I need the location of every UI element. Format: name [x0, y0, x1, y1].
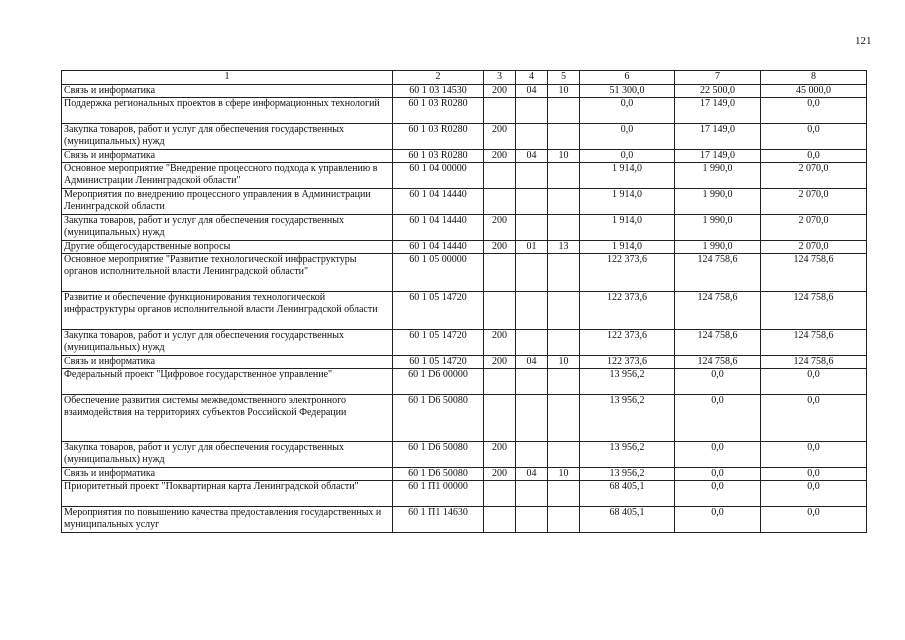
table-row — [62, 163, 867, 189]
row-expense-type-cell: 200 — [484, 442, 516, 468]
row-amount-col7-cell: 0,0 — [675, 468, 761, 481]
row-amount-col6-cell: 13 956,2 — [580, 442, 675, 468]
budget-table — [61, 70, 867, 533]
row-amount-col6-cell: 13 956,2 — [580, 369, 675, 395]
row-code-cell: 60 1 D6 50080 — [393, 468, 484, 481]
table-row — [62, 241, 867, 254]
row-amount-col7-cell: 1 990,0 — [675, 189, 761, 215]
table-row — [62, 150, 867, 163]
row-amount-col8-cell: 124 758,6 — [761, 356, 867, 369]
row-subsection-cell — [548, 215, 580, 241]
row-expense-type-cell: 200 — [484, 356, 516, 369]
header-cell: 2 — [393, 71, 484, 85]
table-row — [62, 124, 867, 150]
row-amount-col8-cell: 0,0 — [761, 369, 867, 395]
row-amount-col6-cell: 122 373,6 — [580, 356, 675, 369]
row-code-cell: 60 1 П1 00000 — [393, 481, 484, 507]
row-amount-col6-cell: 51 300,0 — [580, 85, 675, 98]
row-name-cell: Поддержка региональных проектов в сфере информационных технологий — [62, 98, 393, 124]
table-row — [62, 468, 867, 481]
row-amount-col7-cell: 1 990,0 — [675, 215, 761, 241]
row-section-cell — [516, 254, 548, 292]
row-section-cell — [516, 481, 548, 507]
row-expense-type-cell: 200 — [484, 468, 516, 481]
row-amount-col8-cell: 0,0 — [761, 150, 867, 163]
row-subsection-cell — [548, 254, 580, 292]
row-amount-col8-cell: 0,0 — [761, 468, 867, 481]
row-subsection-cell — [548, 507, 580, 533]
row-expense-type-cell — [484, 254, 516, 292]
row-expense-type-cell: 200 — [484, 124, 516, 150]
header-cell: 3 — [484, 71, 516, 85]
row-name-cell: Другие общегосударственные вопросы — [62, 241, 393, 254]
row-amount-col8-cell: 0,0 — [761, 124, 867, 150]
row-code-cell: 60 1 04 14440 — [393, 215, 484, 241]
row-subsection-cell — [548, 124, 580, 150]
header-cell: 5 — [548, 71, 580, 85]
row-amount-col7-cell: 1 990,0 — [675, 241, 761, 254]
row-name-cell: Связь и информатика — [62, 85, 393, 98]
row-amount-col8-cell: 124 758,6 — [761, 292, 867, 330]
table-row — [62, 98, 867, 124]
row-amount-col6-cell: 1 914,0 — [580, 241, 675, 254]
row-subsection-cell: 10 — [548, 468, 580, 481]
row-section-cell — [516, 369, 548, 395]
row-name-cell: Закупка товаров, работ и услуг для обеспечения государственных (муниципальных) нужд — [62, 442, 393, 468]
table-row — [62, 330, 867, 356]
row-amount-col8-cell: 0,0 — [761, 481, 867, 507]
row-amount-col6-cell: 1 914,0 — [580, 163, 675, 189]
row-amount-col8-cell: 2 070,0 — [761, 241, 867, 254]
row-amount-col7-cell: 0,0 — [675, 442, 761, 468]
row-subsection-cell: 10 — [548, 150, 580, 163]
row-amount-col8-cell: 2 070,0 — [761, 189, 867, 215]
row-subsection-cell: 10 — [548, 356, 580, 369]
row-code-cell: 60 1 05 00000 — [393, 254, 484, 292]
row-section-cell: 04 — [516, 85, 548, 98]
row-amount-col6-cell: 0,0 — [580, 150, 675, 163]
row-code-cell: 60 1 04 00000 — [393, 163, 484, 189]
table-row — [62, 395, 867, 442]
row-amount-col8-cell: 0,0 — [761, 507, 867, 533]
row-expense-type-cell — [484, 395, 516, 442]
row-expense-type-cell — [484, 292, 516, 330]
table-row — [62, 215, 867, 241]
row-name-cell: Приоритетный проект "Поквартирная карта Ленинградской области" — [62, 481, 393, 507]
table-row — [62, 481, 867, 507]
table-row — [62, 292, 867, 330]
row-expense-type-cell — [484, 163, 516, 189]
row-amount-col6-cell: 0,0 — [580, 98, 675, 124]
row-section-cell — [516, 507, 548, 533]
page-number: 121 — [855, 35, 872, 47]
row-section-cell: 04 — [516, 356, 548, 369]
row-name-cell: Основное мероприятие "Внедрение процессного подхода к управлению в Администрации Ленинградской области" — [62, 163, 393, 189]
row-code-cell: 60 1 05 14720 — [393, 330, 484, 356]
row-code-cell: 60 1 D6 50080 — [393, 442, 484, 468]
row-amount-col7-cell: 0,0 — [675, 369, 761, 395]
row-amount-col8-cell: 2 070,0 — [761, 163, 867, 189]
row-subsection-cell — [548, 189, 580, 215]
row-subsection-cell: 13 — [548, 241, 580, 254]
row-name-cell: Закупка товаров, работ и услуг для обеспечения государственных (муниципальных) нужд — [62, 215, 393, 241]
row-section-cell — [516, 395, 548, 442]
row-subsection-cell — [548, 163, 580, 189]
row-amount-col7-cell: 124 758,6 — [675, 292, 761, 330]
row-expense-type-cell — [484, 189, 516, 215]
row-expense-type-cell: 200 — [484, 330, 516, 356]
row-code-cell: 60 1 03 R0280 — [393, 98, 484, 124]
row-name-cell: Закупка товаров, работ и услуг для обеспечения государственных (муниципальных) нужд — [62, 124, 393, 150]
row-subsection-cell: 10 — [548, 85, 580, 98]
row-section-cell — [516, 292, 548, 330]
row-expense-type-cell: 200 — [484, 85, 516, 98]
row-name-cell: Мероприятия по внедрению процессного управления в Администрации Ленинградской области — [62, 189, 393, 215]
row-section-cell: 04 — [516, 468, 548, 481]
table-row — [62, 189, 867, 215]
row-name-cell: Закупка товаров, работ и услуг для обеспечения государственных (муниципальных) нужд — [62, 330, 393, 356]
row-amount-col8-cell: 45 000,0 — [761, 85, 867, 98]
row-section-cell — [516, 98, 548, 124]
table-row — [62, 369, 867, 395]
row-code-cell: 60 1 03 14530 — [393, 85, 484, 98]
row-section-cell — [516, 330, 548, 356]
row-subsection-cell — [548, 292, 580, 330]
row-expense-type-cell — [484, 507, 516, 533]
row-amount-col7-cell: 17 149,0 — [675, 150, 761, 163]
table-row — [62, 442, 867, 468]
row-amount-col8-cell: 124 758,6 — [761, 254, 867, 292]
header-cell: 6 — [580, 71, 675, 85]
row-section-cell — [516, 215, 548, 241]
row-subsection-cell — [548, 481, 580, 507]
row-expense-type-cell: 200 — [484, 241, 516, 254]
row-code-cell: 60 1 П1 14630 — [393, 507, 484, 533]
row-section-cell: 04 — [516, 150, 548, 163]
row-amount-col6-cell: 13 956,2 — [580, 468, 675, 481]
table-row — [62, 507, 867, 533]
row-amount-col6-cell: 68 405,1 — [580, 481, 675, 507]
header-cell: 7 — [675, 71, 761, 85]
row-expense-type-cell — [484, 481, 516, 507]
table-row — [62, 254, 867, 292]
row-name-cell: Связь и информатика — [62, 150, 393, 163]
row-subsection-cell — [548, 98, 580, 124]
row-section-cell — [516, 124, 548, 150]
row-code-cell: 60 1 D6 00000 — [393, 369, 484, 395]
row-amount-col6-cell: 13 956,2 — [580, 395, 675, 442]
row-amount-col6-cell: 0,0 — [580, 124, 675, 150]
row-amount-col8-cell: 0,0 — [761, 395, 867, 442]
row-section-cell: 01 — [516, 241, 548, 254]
row-subsection-cell — [548, 395, 580, 442]
row-amount-col7-cell: 124 758,6 — [675, 330, 761, 356]
row-section-cell — [516, 189, 548, 215]
row-amount-col6-cell: 122 373,6 — [580, 330, 675, 356]
row-section-cell — [516, 442, 548, 468]
row-code-cell: 60 1 D6 50080 — [393, 395, 484, 442]
row-amount-col8-cell: 0,0 — [761, 442, 867, 468]
row-code-cell: 60 1 03 R0280 — [393, 124, 484, 150]
row-amount-col6-cell: 68 405,1 — [580, 507, 675, 533]
row-amount-col6-cell: 122 373,6 — [580, 254, 675, 292]
row-expense-type-cell — [484, 98, 516, 124]
table-row — [62, 356, 867, 369]
row-amount-col7-cell: 124 758,6 — [675, 356, 761, 369]
row-amount-col6-cell: 1 914,0 — [580, 215, 675, 241]
row-amount-col7-cell: 1 990,0 — [675, 163, 761, 189]
row-amount-col7-cell: 0,0 — [675, 507, 761, 533]
row-expense-type-cell: 200 — [484, 215, 516, 241]
header-row — [62, 71, 867, 85]
header-cell: 1 — [62, 71, 393, 85]
row-name-cell: Развитие и обеспечение функционирования технологической инфраструктуры органов исполнительной власти Ленинградской области — [62, 292, 393, 330]
row-subsection-cell — [548, 442, 580, 468]
row-code-cell: 60 1 05 14720 — [393, 356, 484, 369]
header-cell: 8 — [761, 71, 867, 85]
row-name-cell: Обеспечение развития системы межведомственного электронного взаимодействия на территориях субъектов Российской Федерации — [62, 395, 393, 442]
row-subsection-cell — [548, 330, 580, 356]
row-amount-col8-cell: 124 758,6 — [761, 330, 867, 356]
row-amount-col7-cell: 0,0 — [675, 481, 761, 507]
row-amount-col7-cell: 17 149,0 — [675, 98, 761, 124]
row-amount-col7-cell: 22 500,0 — [675, 85, 761, 98]
row-name-cell: Основное мероприятие "Развитие технологической инфраструктуры органов исполнительной власти Ленинградской области" — [62, 254, 393, 292]
row-amount-col6-cell: 1 914,0 — [580, 189, 675, 215]
header-cell: 4 — [516, 71, 548, 85]
row-amount-col7-cell: 124 758,6 — [675, 254, 761, 292]
row-code-cell: 60 1 05 14720 — [393, 292, 484, 330]
row-amount-col8-cell: 0,0 — [761, 98, 867, 124]
row-amount-col7-cell: 0,0 — [675, 395, 761, 442]
row-name-cell: Связь и информатика — [62, 356, 393, 369]
row-code-cell: 60 1 04 14440 — [393, 189, 484, 215]
row-code-cell: 60 1 04 14440 — [393, 241, 484, 254]
row-code-cell: 60 1 03 R0280 — [393, 150, 484, 163]
row-section-cell — [516, 163, 548, 189]
row-name-cell: Мероприятия по повышению качества предоставления государственных и муниципальных услуг — [62, 507, 393, 533]
row-name-cell: Связь и информатика — [62, 468, 393, 481]
row-amount-col7-cell: 17 149,0 — [675, 124, 761, 150]
table-row — [62, 85, 867, 98]
row-subsection-cell — [548, 369, 580, 395]
row-expense-type-cell: 200 — [484, 150, 516, 163]
row-amount-col6-cell: 122 373,6 — [580, 292, 675, 330]
row-amount-col8-cell: 2 070,0 — [761, 215, 867, 241]
row-name-cell: Федеральный проект "Цифровое государственное управление" — [62, 369, 393, 395]
row-expense-type-cell — [484, 369, 516, 395]
